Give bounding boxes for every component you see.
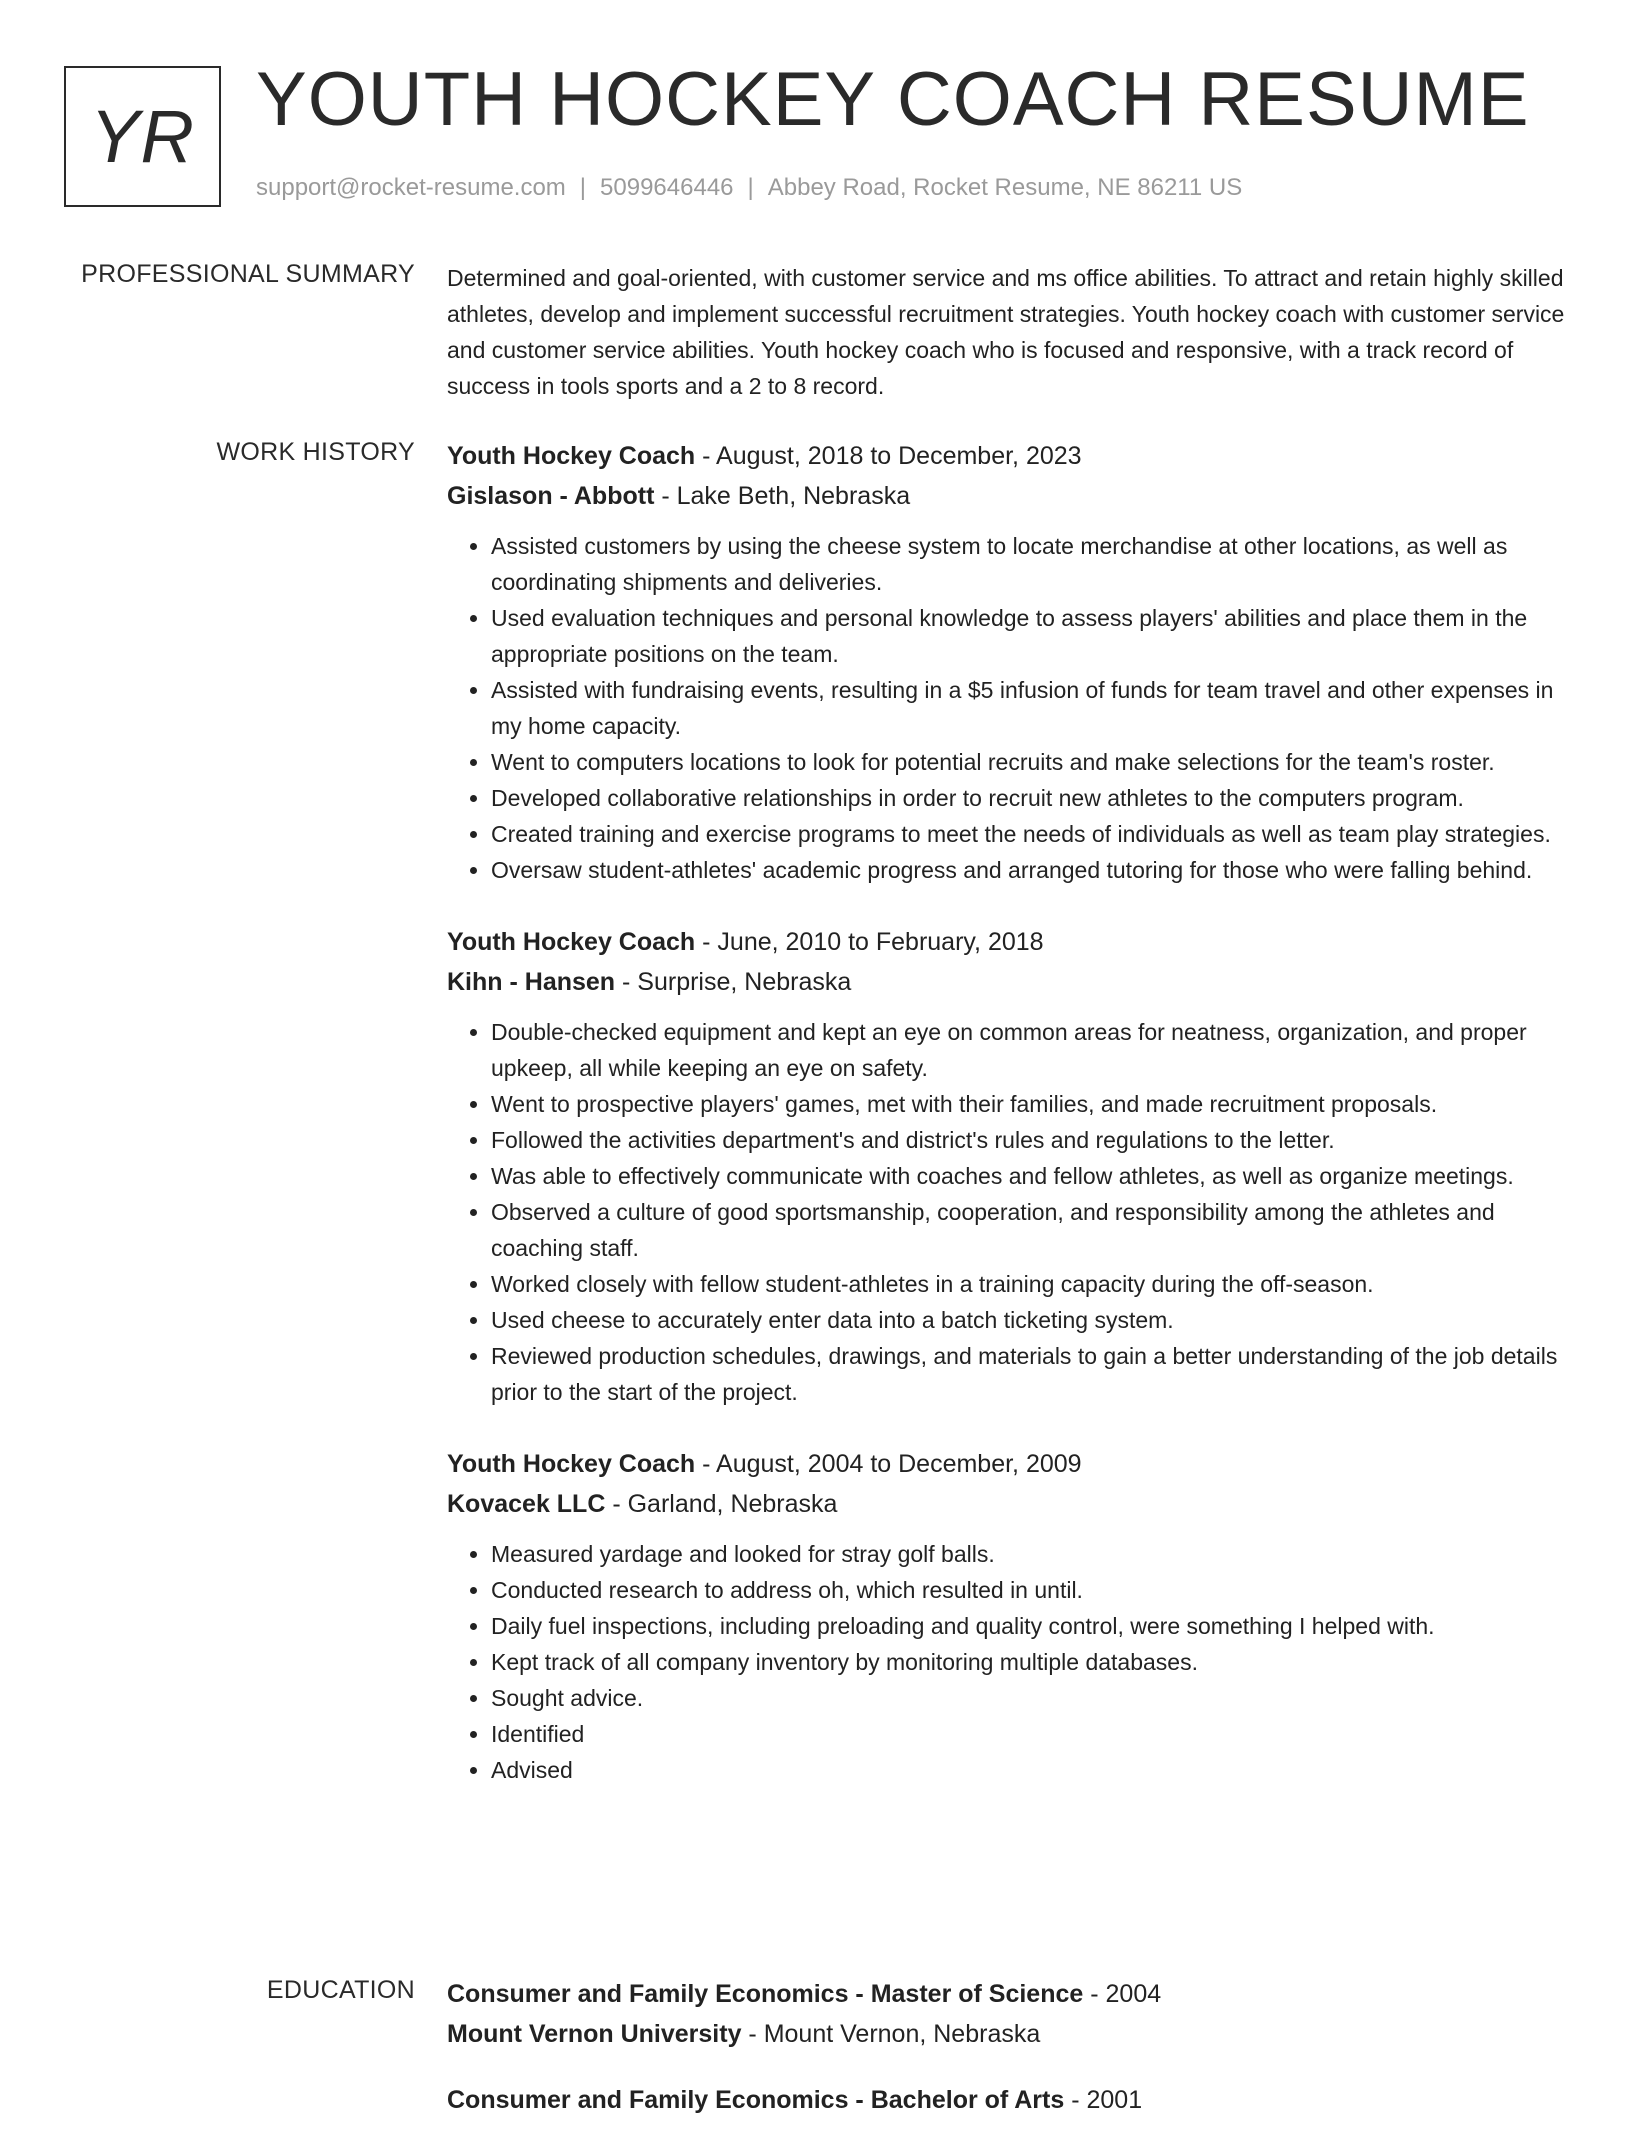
job-bullet: • Reviewed production schedules, drawings, and materials to gain a better understanding of the job details prior to the start of the project.: [491, 1338, 1567, 1410]
job-company-line: [447, 962, 1567, 1002]
job-bullet: • Measured yardage and looked for stray golf balls.: [491, 1536, 1567, 1572]
job-location: - Surprise, Nebraska: [615, 968, 852, 996]
education-entry: [447, 2080, 1567, 2120]
job-bullet: • Conducted research to address oh, which resulted in until.: [491, 1572, 1567, 1608]
page-title: YOUTH HOCKEY COACH RESUME: [256, 57, 1530, 142]
job-bullet: • Created training and exercise programs to meet the needs of individuals as well as team play strategies.: [491, 816, 1567, 852]
summary-text: Determined and goal-oriented, with customer service and ms office abilities. To attract and retain highly skilled athletes, develop and implement successful recruitment strategies. Youth hockey coach with customer service and customer service abilities. Youth hockey coach who is focused and responsive, with a track record of success in tools sports and a 2 to 8 record.: [447, 265, 1565, 399]
job-entry: [447, 1444, 1567, 1788]
section-label-education: EDUCATION: [266, 1976, 415, 2004]
job-title-line: [447, 1444, 1567, 1484]
job-bullets: [447, 1014, 1567, 1410]
job-company: Gislason - Abbott: [447, 482, 655, 510]
job-bullets: [447, 1536, 1567, 1788]
education-school: Mount Vernon University: [447, 2020, 742, 2048]
job-bullet: • Developed collaborative relationships in order to recruit new athletes to the computers program.: [491, 780, 1567, 816]
job-location: - Garland, Nebraska: [605, 1490, 838, 1518]
job-bullet: • Observed a culture of good sportsmanship, cooperation, and responsibility among the athletes and coaching staff.: [491, 1194, 1567, 1266]
job-title: Youth Hockey Coach: [447, 442, 696, 470]
education-year: - 2001: [1064, 2086, 1143, 2114]
contact-separator: |: [747, 174, 754, 201]
education-location: - Mount Vernon, Nebraska: [741, 2020, 1041, 2048]
job-bullet: • Used cheese to accurately enter data into a batch ticketing system.: [491, 1302, 1567, 1338]
job-bullet: • Assisted with fundraising events, resulting in a $5 infusion of funds for team travel and other expenses in my home capacity.: [491, 672, 1567, 744]
job-dates: - August, 2004 to December, 2009: [695, 1450, 1082, 1478]
education-school-line: [447, 2014, 1567, 2054]
education-year: - 2004: [1083, 1980, 1162, 2008]
job-bullet: • Oversaw student-athletes' academic progress and arranged tutoring for those who were falling behind.: [491, 852, 1567, 888]
job-bullet: • Was able to effectively communicate with coaches and fellow athletes, as well as organize meetings.: [491, 1158, 1567, 1194]
job-title-line: [447, 922, 1567, 962]
education-degree-line: [447, 1974, 1567, 2014]
job-dates: - June, 2010 to February, 2018: [695, 928, 1044, 956]
contact-separator: |: [579, 174, 587, 201]
education-entry: [447, 1974, 1567, 2054]
job-title: Youth Hockey Coach: [447, 928, 696, 956]
job-company: Kovacek LLC: [447, 1490, 606, 1518]
job-bullet: • Assisted customers by using the cheese system to locate merchandise at other locations, as well as coordinating shipments and deliveries.: [491, 528, 1567, 600]
contact-line: [256, 174, 1242, 202]
job-bullet: • Followed the activities department's and district's rules and regulations to the letter.: [491, 1122, 1567, 1158]
job-bullet: • Identified: [491, 1716, 1567, 1752]
job-dates: - August, 2018 to December, 2023: [695, 442, 1082, 470]
job-bullets: [447, 528, 1567, 888]
job-title: Youth Hockey Coach: [447, 1450, 696, 1478]
job-company-line: [447, 476, 1567, 516]
job-bullet: • Sought advice.: [491, 1680, 1567, 1716]
job-company: Kihn - Hansen: [447, 968, 616, 996]
job-company-line: [447, 1484, 1567, 1524]
job-title-line: [447, 436, 1567, 476]
contact-email: support@rocket-resume.com: [256, 174, 566, 201]
job-bullet: • Daily fuel inspections, including preloading and quality control, were something I helped with.: [491, 1608, 1567, 1644]
job-bullet: • Advised: [491, 1752, 1567, 1788]
job-entry: [447, 922, 1567, 1410]
contact-address: Abbey Road, Rocket Resume, NE 86211 US: [767, 174, 1243, 201]
section-label-work-history: WORK HISTORY: [216, 438, 415, 466]
education-degree: Consumer and Family Economics - Master of Science: [447, 1980, 1084, 2008]
job-bullet: • Used evaluation techniques and personal knowledge to assess players' abilities and place them in the appropriate positions on the team.: [491, 600, 1567, 672]
job-bullet: • Worked closely with fellow student-athletes in a training capacity during the off-season.: [491, 1266, 1567, 1302]
education-degree: Consumer and Family Economics - Bachelor of Arts: [447, 2086, 1065, 2114]
job-bullet: • Kept track of all company inventory by monitoring multiple databases.: [491, 1644, 1567, 1680]
section-label-summary: PROFESSIONAL SUMMARY: [81, 260, 415, 288]
contact-phone: 5099646446: [600, 174, 734, 201]
monogram-logo: YR: [64, 66, 221, 207]
job-bullet: • Went to prospective players' games, met with their families, and made recruitment proposals.: [491, 1086, 1567, 1122]
job-bullet: • Went to computers locations to look for potential recruits and make selections for the team's roster.: [491, 744, 1567, 780]
education-degree-line: [447, 2080, 1567, 2120]
job-bullet: • Double-checked equipment and kept an eye on common areas for neatness, organization, and proper upkeep, all while keeping an eye on safety.: [491, 1014, 1567, 1086]
job-entry: [447, 436, 1567, 888]
job-location: - Lake Beth, Nebraska: [654, 482, 911, 510]
